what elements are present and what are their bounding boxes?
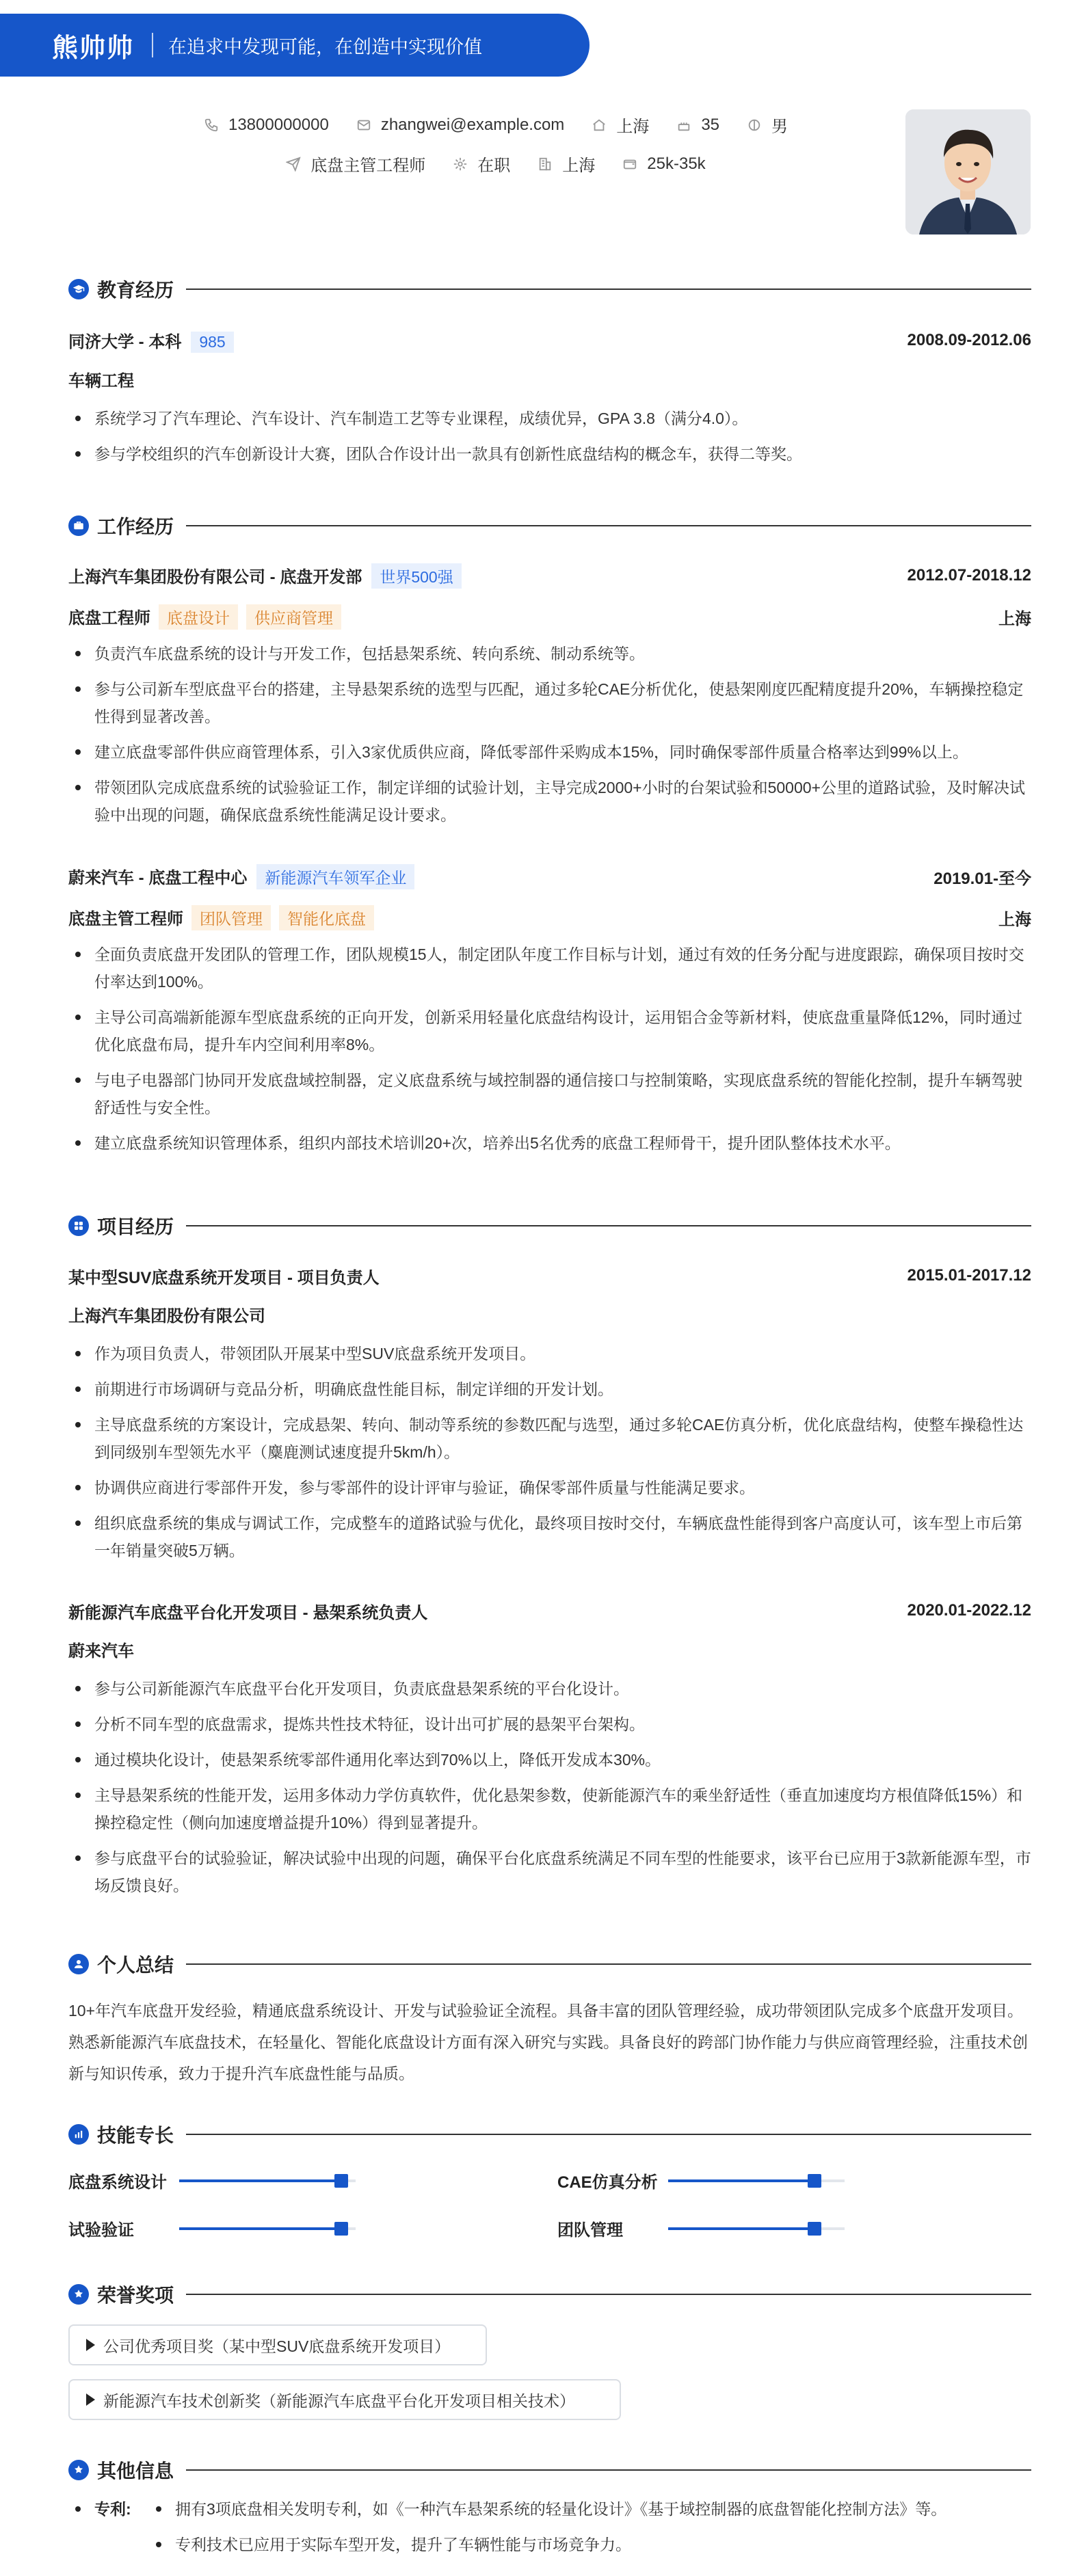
- project-bullets: [68, 1340, 1031, 1564]
- play-icon: [86, 2339, 95, 2351]
- skill-bar-fill: [668, 2227, 814, 2230]
- skill-item: [557, 2169, 845, 2192]
- age-value: 35: [701, 115, 720, 134]
- work-date: 2012.07-2018.12: [907, 566, 1031, 585]
- list-item: 与电子电器部门协同开发底盘域控制器，定义底盘系统与域控制器的通信接口与控制策略，实现底盘系统的智能化控制，提升车辆驾驶舒适性与安全性。: [68, 1066, 1031, 1121]
- work-skill-tag: 智能化底盘: [279, 905, 374, 930]
- skill-bar-knob: [334, 2222, 348, 2236]
- skill-bar-knob: [808, 2174, 821, 2188]
- age-item: [676, 116, 719, 135]
- project-name: 某中型SUV底盘系统开发项目 - 项目负责人: [68, 1268, 380, 1287]
- work-bullets: [68, 941, 1031, 1157]
- status-item: [453, 152, 510, 176]
- list-item: 前期进行市场调研与竞品分析，明确底盘性能目标，制定详细的开发计划。: [68, 1376, 1031, 1403]
- gender-item: [747, 113, 788, 137]
- work-city: 上海: [998, 910, 1031, 929]
- summary-text: 10+年汽车底盘开发经验，精通底盘系统设计、开发与试验验证全流程。具备丰富的团队管理经验，成功带领团队完成多个底盘开发项目。熟悉新能源汽车底盘技术，在轻量化、智能化底盘设计方面有深入研究与实践。具备良好的跨部门协作能力与供应商管理经验，注重技术创新与知识传承，致力于提升汽车底盘性能与品质。: [68, 2002, 1028, 2082]
- work-bullets: [68, 640, 1031, 829]
- building-icon: [538, 157, 553, 172]
- basic-info-row-1: [0, 113, 992, 137]
- play-icon: [86, 2393, 95, 2406]
- bullet-dot: [75, 2506, 81, 2512]
- project-org: 上海汽车集团股份有限公司: [68, 1307, 265, 1326]
- other-items: [149, 2495, 946, 2566]
- salary-value: 25k-35k: [647, 154, 706, 173]
- list-item: 全面负责底盘开发团队的管理工作，团队规模15人，制定团队年度工作目标与计划，通过有效的任务分配与进度跟踪，确保项目按时交付率达到100%。: [68, 941, 1031, 995]
- section-divider: [186, 289, 1031, 290]
- project-name: 新能源汽车底盘平台化开发项目 - 悬架系统负责人: [68, 1603, 428, 1622]
- skill-name: 底盘系统设计: [68, 2173, 167, 2192]
- project-entry-2: [68, 1597, 1031, 1907]
- award-item: [68, 2379, 621, 2420]
- list-item: 主导悬架系统的性能开发，运用多体动力学仿真软件，优化悬架参数，使新能源汽车的乘坐舒适性（垂直加速度均方根值降低15%）和操控稳定性（侧向加速度增益提升10%）得到显著提升。: [68, 1782, 1031, 1836]
- send-icon: [286, 157, 301, 172]
- section-divider: [186, 1225, 1031, 1226]
- list-item: 带领团队完成底盘系统的试验验证工作，制定详细的试验计划，主导完成2000+小时的台架试验和50000+公里的道路试验，及时解决试验中出现的问题，确保底盘系统性能满足设计要求。: [68, 774, 1031, 829]
- skill-item: [557, 2216, 845, 2240]
- other-label: 专利:: [94, 2500, 131, 2518]
- mail-icon: [356, 118, 371, 133]
- work-company-tag: 世界500强: [371, 563, 461, 589]
- section-title-skills: 技能专长: [97, 2125, 174, 2146]
- work-company-tag: 新能源汽车领军企业: [256, 864, 414, 889]
- work-date: 2019.01-至今: [933, 869, 1031, 888]
- section-summary-header: [68, 1950, 1031, 1978]
- skill-bar-fill: [179, 2227, 341, 2230]
- work-title: 底盘主管工程师: [68, 909, 183, 928]
- section-skills-header: [68, 2121, 1031, 2148]
- list-item: 主导底盘系统的方案设计，完成悬架、转向、制动等系统的参数匹配与选型，通过多轮CAE仿真分析，优化底盘结构，使整车操稳性达到同级别车型领先水平（麋鹿测试速度提升5km/h）。: [68, 1411, 1031, 1466]
- bar-chart-icon: [68, 2124, 89, 2145]
- cake-icon: [676, 118, 691, 133]
- list-item: 参与底盘平台的试验验证，解决试验中出现的问题，确保平台化底盘系统满足不同车型的性能要求，该平台已应用于3款新能源车型，市场反馈良好。: [68, 1844, 1031, 1899]
- list-item: 组织底盘系统的集成与调试工作，完成整车的道路试验与优化，最终项目按时交付，车辆底盘性能得到客户高度认可，该车型上市后第一年销量突破5万辆。: [68, 1510, 1031, 1564]
- phone-icon: [204, 118, 219, 133]
- skill-item: [68, 2216, 356, 2240]
- project-date: 2015.01-2017.12: [907, 1266, 1031, 1285]
- project-bullets: [68, 1675, 1031, 1899]
- phone-value: 13800000000: [228, 115, 329, 134]
- salary-item: [622, 155, 705, 174]
- award-icon: [68, 2284, 89, 2305]
- section-awards-header: [68, 2281, 1031, 2308]
- list-item: 建立底盘系统知识管理体系，组织内部技术培训20+次，培养出5名优秀的底盘工程师骨干，提升团队整体技术水平。: [68, 1129, 1031, 1157]
- other-info: [68, 2495, 1031, 2566]
- project-entry-1: [68, 1262, 1031, 1572]
- section-work-header: [68, 512, 1031, 539]
- work-entry-2: [68, 863, 1031, 1165]
- award-text: 公司优秀项目奖（某中型SUV底盘系统开发项目）: [103, 2337, 451, 2355]
- skill-bar-fill: [668, 2179, 814, 2182]
- section-project-header: [68, 1212, 1031, 1239]
- list-item: 负责汽车底盘系统的设计与开发工作，包括悬架系统、转向系统、制动系统等。: [68, 640, 1031, 667]
- education-tag: 985: [191, 332, 233, 353]
- education-entry: [68, 327, 1031, 476]
- email-value: zhangwei@example.com: [380, 115, 565, 134]
- grid-icon: [68, 1216, 89, 1236]
- home-icon: [592, 118, 607, 133]
- project-date: 2020.01-2022.12: [907, 1601, 1031, 1620]
- wallet-icon: [622, 157, 637, 172]
- city-item: [592, 113, 649, 137]
- work-company: 蔚来汽车 - 底盘工程中心: [68, 868, 248, 887]
- education-date: 2008.09-2012.06: [907, 331, 1031, 349]
- gender-icon: [747, 118, 762, 133]
- skill-bar-knob: [808, 2222, 821, 2236]
- skill-bar-knob: [334, 2174, 348, 2188]
- section-divider: [186, 1963, 1031, 1965]
- list-item: 参与公司新能源汽车底盘平台化开发项目，负责底盘悬架系统的平台化设计。: [68, 1675, 1031, 1702]
- header-banner: [0, 14, 590, 77]
- award-text: 新能源汽车技术创新奖（新能源汽车底盘平台化开发项目相关技术）: [103, 2391, 575, 2410]
- list-item: 协调供应商进行零部件开发，参与零部件的设计评审与验证，确保零部件质量与性能满足要求。: [68, 1474, 1031, 1501]
- section-divider: [186, 2294, 1031, 2295]
- work-skill-tag: 底盘设计: [159, 604, 238, 630]
- slogan: 在追求中发现可能，在创造中实现价值: [168, 36, 483, 57]
- gear-icon: [453, 157, 468, 172]
- banner-divider: [152, 33, 153, 57]
- list-item: 主导公司高端新能源车型底盘系统的正向开发，创新采用轻量化底盘结构设计，运用铝合金等新材料，使底盘重量降低12%，同时通过优化底盘布局，提升车内空间利用率8%。: [68, 1004, 1031, 1058]
- avatar: [905, 109, 1031, 234]
- list-item: 通过模块化设计，使悬架系统零部件通用化率达到70%以上，降低开发成本30%。: [68, 1746, 1031, 1773]
- skill-bar-fill: [179, 2179, 341, 2182]
- section-title-work: 工作经历: [97, 516, 174, 537]
- skill-name: CAE仿真分析: [557, 2173, 658, 2192]
- city-value: 上海: [616, 118, 650, 136]
- section-title-project: 项目经历: [97, 1216, 174, 1237]
- position-value: 底盘主管工程师: [310, 157, 426, 175]
- section-title-summary: 个人总结: [97, 1955, 174, 1976]
- list-item: 参与公司新车型底盘平台的搭建，主导悬架系统的选型与匹配，通过多轮CAE分析优化，使悬架刚度匹配精度提升20%，车辆操控稳定性得到显著改善。: [68, 675, 1031, 730]
- status-value: 在职: [477, 157, 511, 175]
- skill-item: [68, 2169, 356, 2192]
- education-school: 同济大学 - 本科: [68, 333, 182, 351]
- info-icon: [68, 2460, 89, 2480]
- graduation-cap-icon: [68, 279, 89, 299]
- section-divider: [186, 2134, 1031, 2135]
- list-item: 系统学习了汽车理论、汽车设计、汽车制造工艺等专业课程，成绩优异，GPA 3.8（满分4.0）。: [68, 405, 1031, 432]
- section-title-other: 其他信息: [97, 2460, 174, 2482]
- section-divider: [186, 2469, 1031, 2471]
- skill-bar: [668, 2179, 845, 2182]
- position-item: [286, 152, 425, 176]
- list-item: 专利技术已应用于实际车型开发，提升了车辆性能与市场竞争力。: [149, 2531, 946, 2558]
- section-divider: [186, 525, 1031, 526]
- work-city: 上海: [998, 609, 1031, 628]
- skill-bar: [179, 2227, 356, 2230]
- skill-name: 试验验证: [68, 2221, 134, 2240]
- target-city-value: 上海: [562, 157, 596, 175]
- education-bullets: [68, 405, 1031, 468]
- skill-bar: [179, 2179, 356, 2182]
- education-major: 车辆工程: [68, 372, 134, 390]
- list-item: 作为项目负责人，带领团队开展某中型SUV底盘系统开发项目。: [68, 1340, 1031, 1367]
- phone-item: [204, 116, 329, 135]
- work-company: 上海汽车集团股份有限公司 - 底盘开发部: [68, 567, 362, 587]
- list-item: 建立底盘零部件供应商管理体系，引入3家优质供应商，降低零部件采购成本15%，同时确保零部件质量合格率达到99%以上。: [68, 738, 1031, 766]
- target-city-item: [538, 152, 595, 176]
- section-other-header: [68, 2456, 1031, 2484]
- gender-value: 男: [771, 118, 789, 136]
- work-title: 底盘工程师: [68, 608, 150, 628]
- list-item: 参与学校组织的汽车创新设计大赛，团队合作设计出一款具有创新性底盘结构的概念车，获得二等奖。: [68, 440, 1031, 468]
- award-item: [68, 2324, 487, 2365]
- list-item: 分析不同车型的底盘需求，提炼共性技术特征，设计出可扩展的悬架平台架构。: [68, 1710, 1031, 1738]
- work-skill-tag: 供应商管理: [246, 604, 341, 630]
- project-org: 蔚来汽车: [68, 1642, 134, 1661]
- skill-name: 团队管理: [557, 2221, 623, 2240]
- section-education-header: [68, 276, 1031, 303]
- section-title-awards: 荣誉奖项: [97, 2285, 174, 2306]
- brand-name: 熊帅帅: [52, 33, 135, 63]
- email-item: [356, 116, 565, 135]
- briefcase-icon: [68, 515, 89, 536]
- skill-bar: [668, 2227, 845, 2230]
- list-item: 拥有3项底盘相关发明专利，如《一种汽车悬架系统的轻量化设计》《基于域控制器的底盘智能化控制方法》等。: [149, 2495, 946, 2523]
- section-title-education: 教育经历: [97, 280, 174, 301]
- work-skill-tag: 团队管理: [191, 905, 271, 930]
- user-icon: [68, 1954, 89, 1974]
- basic-info-row-2: [0, 152, 992, 176]
- work-entry-1: [68, 562, 1031, 837]
